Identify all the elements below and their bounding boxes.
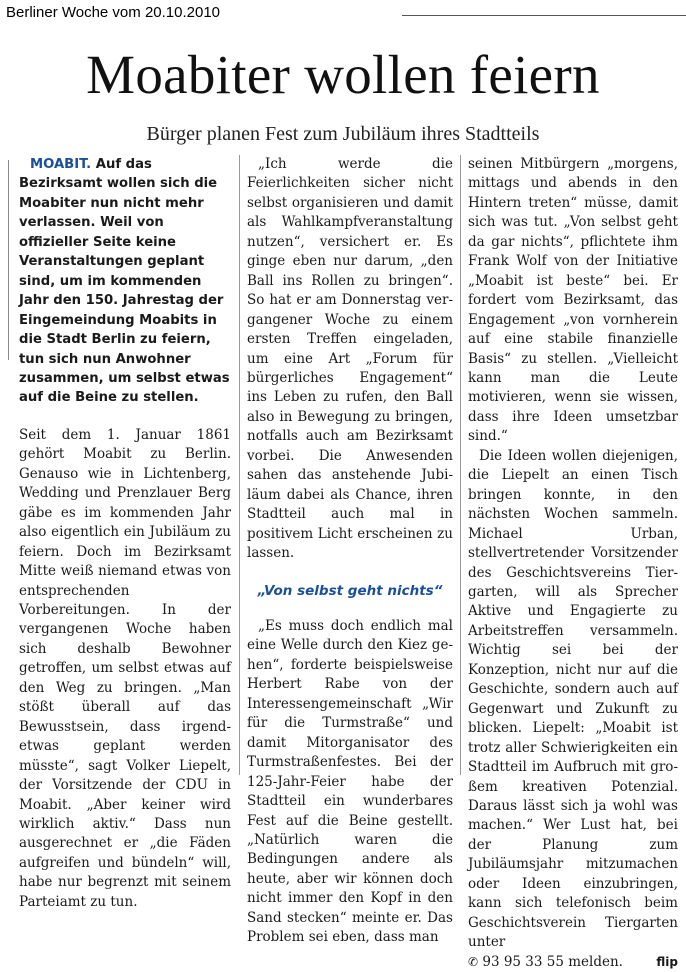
column-rule-2: [460, 155, 461, 775]
section-subhead: „Von selbst geht nichts“: [257, 582, 443, 599]
subheadline: Bürger planen Fest zum Jubiläum ihres Stadtteils: [146, 123, 540, 145]
body-paragraph: Seit dem 1. Januar 1861 gehört Moabit zu Berlin. Genauso wie in Lichtenberg, Wedding und Prenzlauer Berg gäbe es im kommenden Jahr also eigentlich ein Jubiläum zu feiern. Doch im Bezirksamt Mitte weiß niemand etwas von entsprechenden Vorbereitungen. In der vergangenen Woche haben sich deshalb Bewohner getroffen, um selbst etwas auf den Weg zu bringen. „Man stößt überall auf das Bewusstsein, dass irgendetwas geplant werden müsste“, sagt Volker Liepelt, der Vorsitzende der CDU in Moabit. „Aber keiner wird wirklich aktiv.“ Dass nun ausgerechnet er „die Fäden aufgreifen und bündeln“ will, habe nur begrenzt mit seinem Parteiamt zu tun.: [19, 426, 231, 910]
body-paragraph: „Ich werde die Feierlichkeiten sicher nicht selbst organisieren und damit als Wahlkampfveranstaltung nutzen“, versichert er. Es ginge eben nur darum, „den Ball ins Rollen zu bringen“. So hat er am Donnerstag vergangener Woche zu einem ersten Treffen eingeladen, um eine Art „Forum für bürgerliches Engagement“ ins Leben zu rufen, den Ball also in Bewegung zu bringen, notfalls auch am Bezirksamt vorbei. Die Anwesenden sahen das anstehende Jubiläum dabei als Chance, ihren Stadtteil auch mal in positivem Licht erscheinen zu lassen.: [247, 156, 453, 562]
kicker: MOABIT.: [30, 157, 92, 172]
body-paragraph: seinen Mitbürgern „morgens, mittags und abends in den Hintern treten“ müsse, damit sich was tut. „Von selbst geht da gar nichts“, pflichtete ihm Frank Wolf von der Initiative „Moabit ist beste“ bei. Er fordert vom Bezirksamt, das Engagement „von vornherein auf eine stabile finanzielle Basis“ zu stellen. „Vielleicht kann man die Leute motivieren, wenn sie wissen, dass ihre Ideen umsetzbar sind.“: [468, 156, 678, 445]
source-line: Berliner Woche vom 20.10.2010: [6, 4, 221, 21]
column-1: [19, 155, 231, 912]
body-paragraph: „Es muss doch endlich mal eine Welle durch den Kiez gehen“, forderte beispielsweise Herbert Rabe von der Interessengemeinschaft „Wir für die Turmstraße“ und damit Mitorganisator des Turmstraßenfestes. Bei der 125-Jahr-Feier habe der Stadtteil ein wunderbares Fest auf die Beine gestellt. „Natürlich waren die Bedingungen andere als heute, aber wir können doch nicht immer den Kopf in den Sand stecken“ meinte er. Das Problem sei eben, dass man: [247, 617, 453, 946]
top-rule: [402, 15, 686, 16]
lead-side-rule: [8, 160, 9, 360]
phone-icon: ✆: [468, 954, 479, 969]
column-3: [468, 155, 678, 972]
headline: Moabiter wollen feiern: [86, 44, 600, 105]
column-2: [247, 155, 453, 948]
contact-line: [468, 953, 678, 972]
lead-paragraph: [19, 155, 231, 408]
phone-number: 93 95 33 55 melden.: [478, 953, 623, 970]
column-rule-1: [239, 155, 240, 775]
author-tag: flip: [656, 954, 678, 969]
lead-text: Auf das Bezirksamt wollen sich die Moabiter nun nicht mehr verlassen. Weil von offizieller Seite keine Veranstaltungen geplant sind, um im kommenden Jahr den 150. Jahrestag der Eingemeindung Moabits in die Stadt Berlin zu feiern, tun sich nun Anwohner zusammen, um selbst etwas auf die Beine zu stellen.: [19, 157, 230, 406]
body-paragraph: Die Ideen wollen diejenigen, die Liepelt an einen Tisch bringen konnte, in den nächsten Wochen sammeln. Michael Urban, stellvertretender Vorsitzender des Geschichtsvereins Tiergarten, will als Sprecher Aktive und Engagierte zu Arbeitstreffen versammeln. Wichtig sei bei der Konzeption, nicht nur auf die Geschichte, sondern auch auf Gegenwart und Zukunft zu blicken. Liepelt: „Moabit ist trotz aller Schwierigkeiten ein Stadtteil im Aufbruch mit großem kreativen Potenzial. Daraus lässt sich ja wohl was machen.“ Wer Lust hat, bei der Planung zum Jubiläumsjahr mitzumachen oder Ideen einzubringen, kann sich telefonisch beim Geschichtsverein Tiergarten unter: [468, 447, 678, 951]
